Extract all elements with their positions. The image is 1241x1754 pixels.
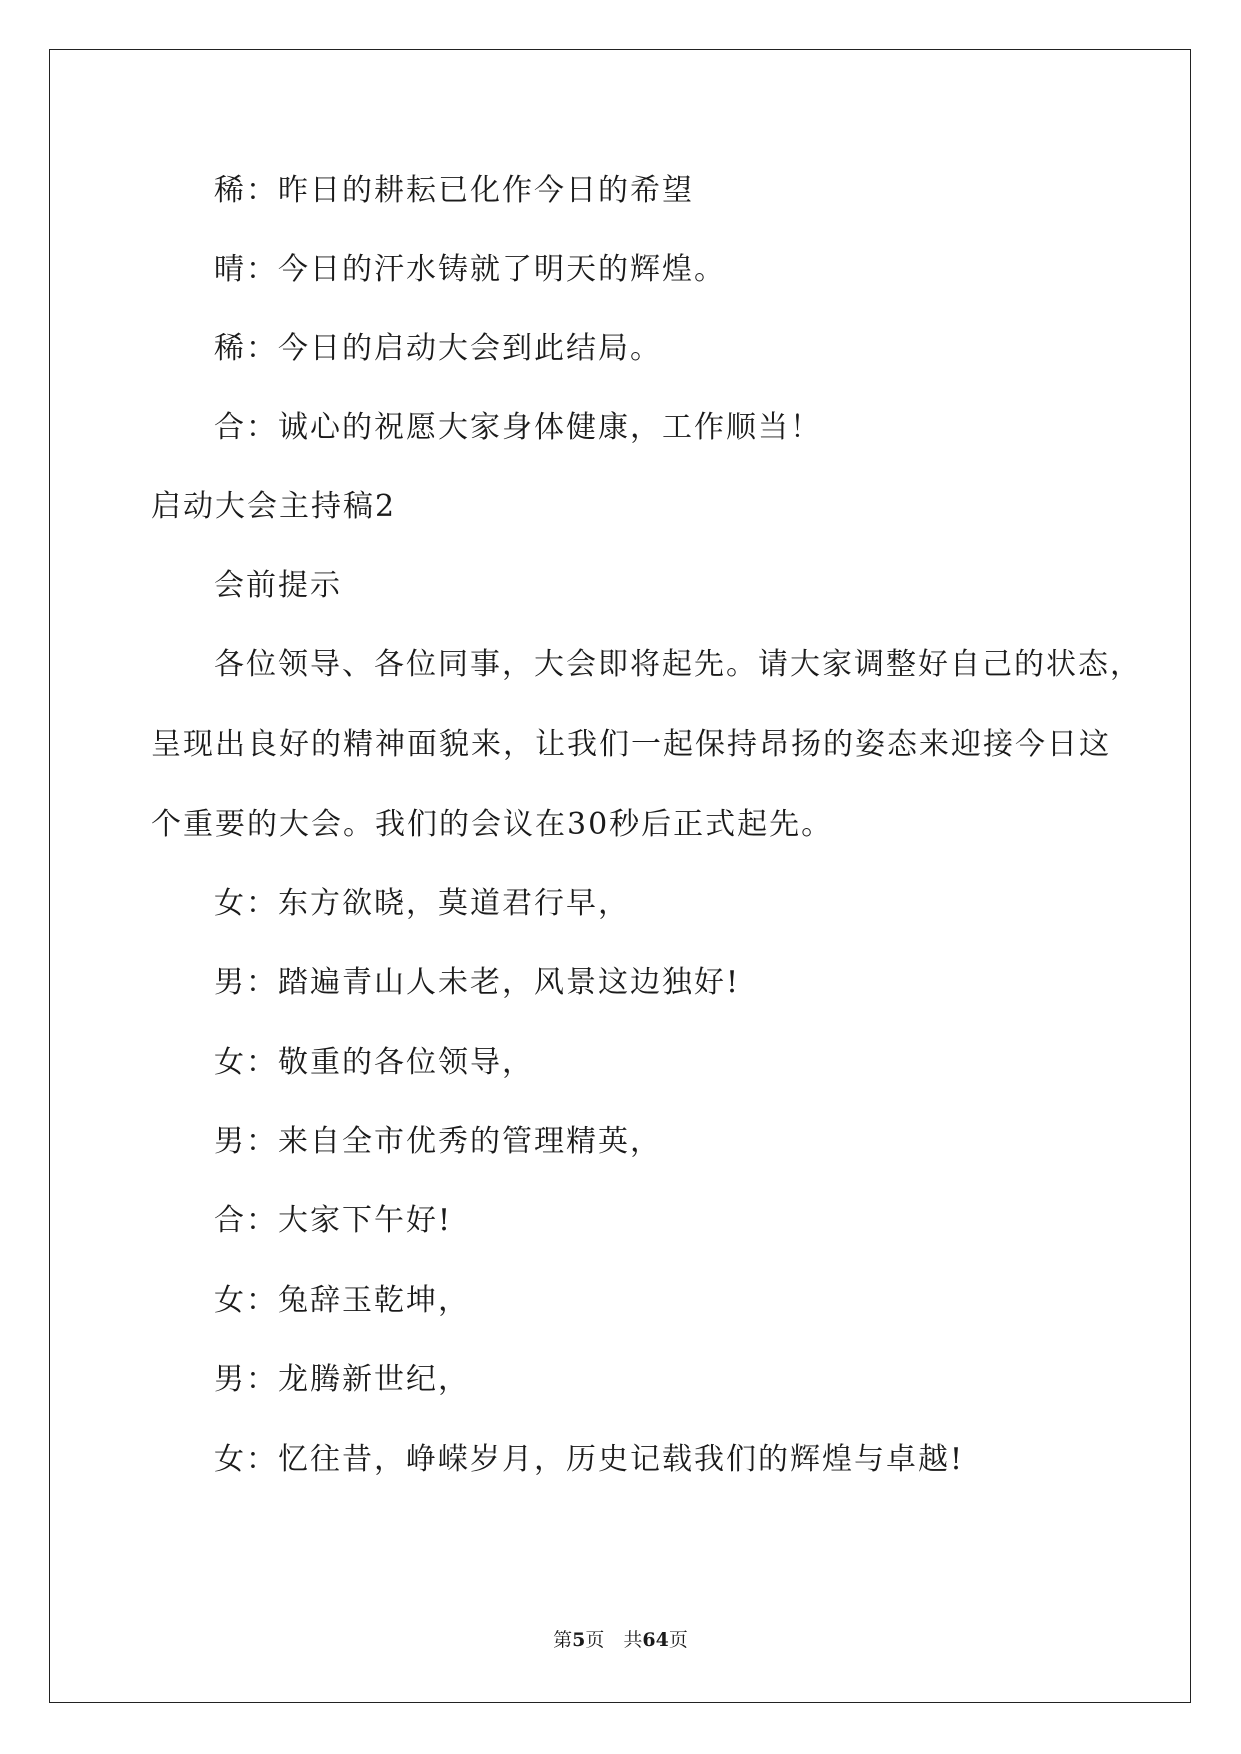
page-footer — [0, 1628, 1241, 1652]
dialogue-line: 晴：今日的汗水铸就了明天的辉煌。 — [214, 252, 726, 287]
footer-mid: 页 共 — [585, 1629, 643, 1651]
dialogue-line: 合：诚心的祝愿大家身体健康，工作顺当！ — [214, 410, 822, 445]
dialogue-line: 男：龙腾新世纪， — [214, 1362, 470, 1397]
subheading: 会前提示 — [214, 568, 342, 603]
section-heading: 启动大会主持稿2 — [151, 489, 397, 524]
dialogue-line: 女：兔辞玉乾坤， — [214, 1283, 470, 1318]
dialogue-line: 男：来自全市优秀的管理精英， — [214, 1124, 662, 1159]
current-page-number: 5 — [572, 1629, 586, 1651]
dialogue-line: 男：踏遍青山人未老，风景这边独好! — [214, 965, 741, 1000]
dialogue-line: 女：东方欲晓，莫道君行早， — [214, 886, 630, 921]
dialogue-line: 女：忆往昔，峥嵘岁月，历史记载我们的辉煌与卓越! — [214, 1442, 965, 1477]
footer-prefix: 第 — [553, 1629, 573, 1651]
paragraph-line: 呈现出良好的精神面貌来，让我们一起保持昂扬的姿态来迎接今日这 — [151, 727, 1111, 762]
dialogue-line: 稀：今日的启动大会到此结局。 — [214, 331, 662, 366]
paragraph-line: 各位领导、各位同事，大会即将起先。请大家调整好自己的状态， — [214, 647, 1142, 682]
dialogue-line: 女：敬重的各位领导， — [214, 1045, 534, 1080]
total-pages-number: 64 — [642, 1629, 669, 1651]
dialogue-line: 稀：昨日的耕耘已化作今日的希望 — [214, 173, 694, 208]
footer-suffix: 页 — [668, 1629, 688, 1651]
paragraph-line: 个重要的大会。我们的会议在30秒后正式起先。 — [151, 807, 834, 842]
dialogue-line: 合：大家下午好! — [214, 1203, 453, 1238]
